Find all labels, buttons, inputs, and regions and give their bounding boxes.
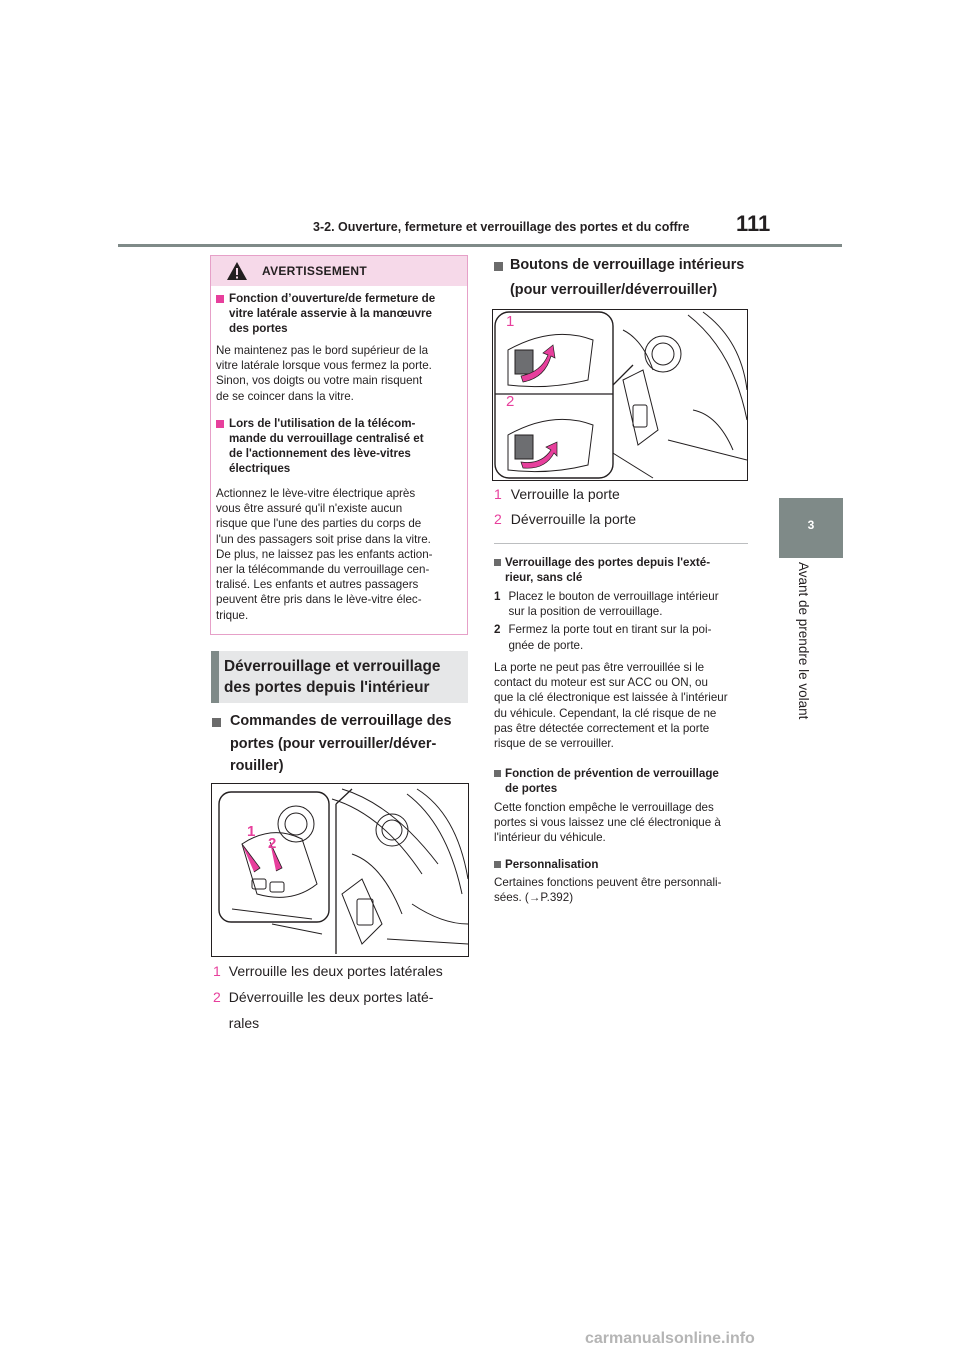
figure-label-2: 2: [506, 393, 515, 410]
caption-text: Verrouille les deux portes latérales: [228, 963, 443, 979]
warning-title: AVERTISSEMENT: [262, 264, 368, 278]
step-text: [508, 622, 711, 652]
step-line: sur la position de verrouillage.: [508, 605, 663, 619]
warning-item-body: [216, 486, 466, 623]
step-number: 2: [494, 623, 501, 637]
subsection-title: [230, 710, 470, 778]
body-line: Sinon, vos doigts ou votre main risquent: [216, 374, 423, 388]
note-heading: [505, 766, 755, 796]
step-line: gnée de porte.: [508, 638, 584, 652]
caption-line: Déverrouille les deux portes laté-: [228, 989, 434, 1005]
step-text: [508, 589, 718, 619]
note-bullet: [494, 861, 501, 868]
step-line: Fermez la porte tout en tirant sur la poi-: [508, 623, 712, 637]
subsection-title-line: Commandes de verrouillage des: [230, 713, 452, 729]
note-body: [494, 800, 756, 846]
door-lock-switch-illustration: [211, 783, 469, 957]
body-line: ner la télécommande du verrouillage cen-: [216, 563, 430, 577]
figure-label-1: 1: [247, 823, 256, 840]
interior-lock-button-illustration: [492, 309, 748, 481]
body-line: risque que l'une des parties du corps de: [216, 517, 422, 531]
body-line: trique.: [216, 608, 249, 622]
caption-text: Verrouille la porte: [510, 486, 620, 502]
subsection-title: [510, 254, 760, 301]
body-line: vitre latérale lorsque vous fermez la porte.: [216, 359, 432, 373]
figure-label-1: 1: [506, 313, 515, 330]
body-line: du véhicule. Cependant, la clé risque de ne: [494, 706, 717, 720]
section-heading-bar: [211, 651, 219, 703]
heading-line: mande du verrouillage centralisé et: [229, 432, 424, 445]
body-line: Certaines fonctions peuvent être personnali-: [494, 876, 722, 889]
chapter-number: 3: [807, 518, 815, 532]
chapter-label-vertical: [791, 562, 811, 732]
caption-line: rales: [228, 1015, 260, 1031]
warning-bullet: [216, 295, 224, 303]
caption-item: [494, 508, 754, 530]
page-number: 111: [736, 211, 771, 236]
note-bullet: [494, 770, 501, 777]
note-heading-line: Verrouillage des portes depuis l'exté-: [505, 556, 711, 569]
body-line: vous être assuré qu'il n'existe aucun: [216, 502, 403, 516]
note-bullet: [494, 559, 501, 566]
subsection-title-line: Boutons de verrouillage intérieurs: [510, 257, 745, 273]
note-body: [494, 875, 756, 905]
body-line: peuvent être pris dans le lève-vitre élec-: [216, 593, 422, 607]
body-line: La porte ne peut pas être verrouillée si le: [494, 661, 705, 674]
body-line: Ne maintenez pas le bord supérieur de la: [216, 344, 429, 357]
body-line: Actionnez le lève-vitre électrique après: [216, 487, 416, 500]
header-rule: [118, 244, 842, 247]
section-heading-line: Déverrouillage et verrouillage: [224, 658, 441, 675]
body-line: contact du moteur est sur ACC ou ON, ou: [494, 676, 708, 690]
section-heading-line: des portes depuis l'intérieur: [224, 679, 430, 696]
caption-text: Déverrouille la porte: [510, 511, 637, 527]
note-heading-line: Personnalisation: [505, 858, 599, 871]
note-heading: [505, 555, 755, 585]
warning-item-heading: [229, 416, 465, 476]
body-line: l'un des passagers soit prise dans la vitre.: [216, 532, 431, 546]
note-heading-line: Fonction de prévention de verrouillage: [505, 767, 719, 780]
note-heading-line: rieur, sans clé: [505, 571, 583, 585]
watermark: carmanualsonline.info: [585, 1330, 755, 1347]
caption-number: 2: [213, 989, 221, 1005]
body-line: portes si vous laissez une clé électronique à: [494, 816, 721, 830]
step-number: 1: [494, 590, 501, 603]
body-line: Cette fonction empêche le verrouillage des: [494, 801, 714, 814]
subsection-bullet: [212, 718, 221, 727]
body-line: tralisé. Les enfants et autres passagers: [216, 578, 419, 592]
caption-number: 2: [494, 511, 502, 527]
subsection-title-line: rouiller): [230, 758, 284, 774]
running-header-title: 3-2. Ouverture, fermeture et verrouillage des portes et du coffre: [313, 220, 690, 234]
caption-number: 1: [213, 963, 221, 979]
warning-triangle-icon: [226, 261, 248, 281]
heading-line: vitre latérale asservie à la manœuvre: [229, 307, 433, 320]
caption-item: [213, 986, 473, 1034]
heading-line: de l'actionnement des lève-vitres: [229, 447, 411, 460]
heading-line: Lors de l'utilisation de la télécom-: [229, 417, 416, 430]
figure-label-2: 2: [268, 835, 277, 852]
body-line: de se coincer dans la vitre.: [216, 389, 354, 403]
caption-item: [213, 960, 473, 982]
note-heading-line: de portes: [505, 782, 558, 796]
note-step: [494, 589, 754, 619]
subsection-title-line: (pour verrouiller/déverrouiller): [510, 281, 718, 298]
caption-number: 1: [494, 486, 502, 502]
caption-list: [494, 483, 754, 530]
note-heading: [505, 857, 755, 872]
note-steps: [494, 589, 754, 653]
heading-line: Fonction d’ouverture/de fermeture de: [229, 292, 436, 305]
body-line: sées. (→P.392): [494, 891, 574, 905]
warning-item-heading: [229, 291, 465, 336]
caption-item: [494, 483, 754, 505]
subsection-bullet: [494, 262, 503, 271]
notes-divider: [494, 543, 748, 544]
heading-line: électriques: [229, 462, 291, 475]
body-line: l'intérieur du véhicule.: [494, 831, 606, 845]
subsection-title-line: portes (pour verrouiller/déver-: [230, 735, 437, 752]
body-line: pas être détectée correctement et la porte: [494, 721, 710, 735]
note-step: [494, 622, 754, 652]
note-body: [494, 660, 756, 751]
caption-list: [213, 960, 473, 1034]
chapter-label: Avant de prendre le volant: [796, 562, 811, 720]
chapter-tab: [779, 498, 843, 558]
heading-line: des portes: [229, 322, 288, 335]
warning-bullet: [216, 420, 224, 428]
body-line: De plus, ne laissez pas les enfants action-: [216, 547, 433, 561]
warning-item-body: [216, 343, 466, 404]
section-heading: [224, 656, 440, 698]
body-line: risque de se verrouiller.: [494, 737, 614, 751]
caption-text: [229, 986, 434, 1034]
body-line: que la clé électronique est laissée à l'intérieur: [494, 691, 728, 705]
step-line: Placez le bouton de verrouillage intérieur: [508, 590, 719, 603]
